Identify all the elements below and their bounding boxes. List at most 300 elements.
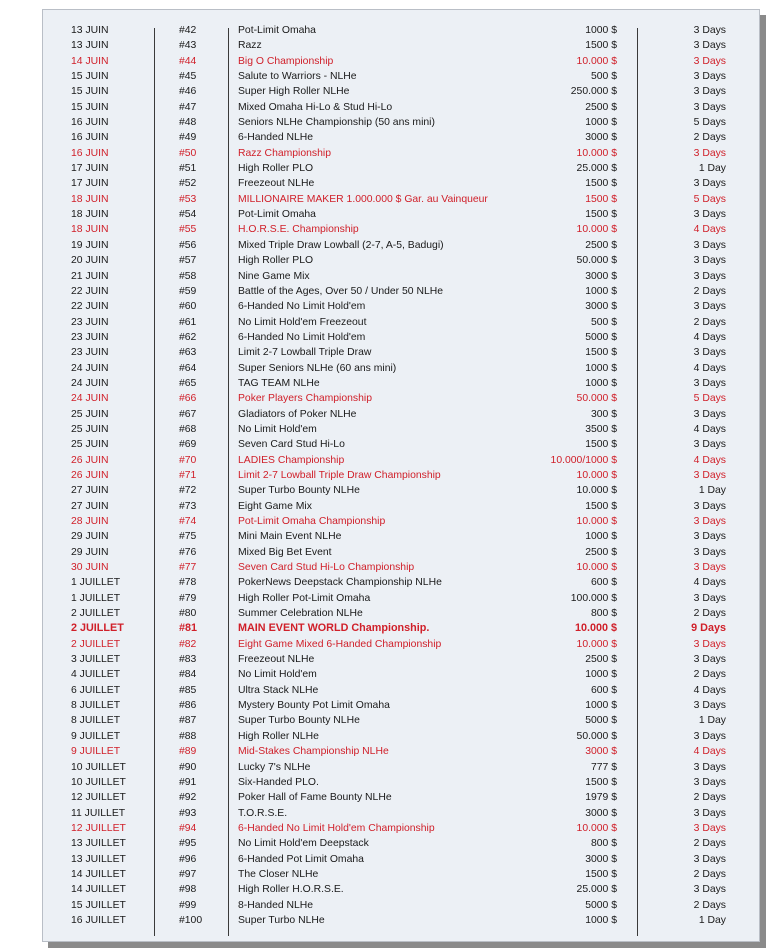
event-buyin: 10.000 $ — [576, 638, 617, 650]
table-row — [43, 882, 761, 897]
table-row — [43, 437, 761, 452]
event-date: 13 JUILLET — [71, 838, 126, 850]
event-number: #60 — [179, 301, 197, 313]
event-number: #70 — [179, 454, 197, 466]
event-date: 26 JUIN — [71, 469, 109, 481]
table-row — [43, 84, 761, 99]
event-number: #85 — [179, 684, 197, 696]
event-date: 29 JUIN — [71, 531, 109, 543]
event-date: 10 JUILLET — [71, 776, 126, 788]
event-buyin: 1500 $ — [585, 347, 617, 359]
event-number: #84 — [179, 669, 197, 681]
table-row — [43, 284, 761, 299]
event-date: 25 JUIN — [71, 408, 109, 420]
event-buyin: 10.000 $ — [576, 485, 617, 497]
event-buyin: 300 $ — [590, 408, 617, 420]
event-date: 14 JUILLET — [71, 868, 126, 880]
event-name: Mini Main Event NLHe — [238, 531, 342, 543]
event-name: Seven Card Stud Hi-Lo Championship — [238, 562, 415, 574]
event-date: 22 JUIN — [71, 285, 109, 297]
event-name: 6-Handed Pot Limit Omaha — [238, 853, 364, 865]
event-buyin: 500 $ — [590, 71, 617, 83]
event-name: Poker Players Championship — [238, 393, 372, 405]
event-buyin: 10.000 $ — [576, 147, 617, 159]
event-duration: 1 Day — [698, 485, 726, 497]
event-date: 16 JUIN — [71, 147, 109, 159]
event-date: 17 JUIN — [71, 163, 109, 175]
event-duration: 4 Days — [693, 224, 726, 236]
event-buyin: 3000 $ — [585, 746, 617, 758]
event-duration: 2 Days — [693, 868, 726, 880]
table-row — [43, 38, 761, 53]
event-buyin: 600 $ — [590, 684, 617, 696]
event-date: 20 JUIN — [71, 255, 109, 267]
event-buyin: 1000 $ — [585, 285, 617, 297]
event-number: #90 — [179, 761, 197, 773]
event-date: 16 JUIN — [71, 132, 109, 144]
event-name: Mystery Bounty Pot Limit Omaha — [238, 700, 390, 712]
event-duration: 3 Days — [693, 209, 726, 221]
event-date: 14 JUIN — [71, 55, 109, 67]
event-number: #71 — [179, 469, 197, 481]
event-buyin: 25.000 $ — [576, 884, 617, 896]
event-date: 8 JUILLET — [71, 715, 121, 727]
table-row — [43, 453, 761, 468]
event-buyin: 5000 $ — [585, 331, 617, 343]
event-name: Eight Game Mix — [238, 500, 312, 512]
event-buyin: 2500 $ — [585, 546, 617, 558]
event-name: Ultra Stack NLHe — [238, 684, 319, 696]
table-row — [43, 744, 761, 759]
event-date: 24 JUIN — [71, 377, 109, 389]
event-number: #44 — [179, 55, 197, 67]
event-duration: 2 Days — [693, 669, 726, 681]
event-duration: 3 Days — [693, 178, 726, 190]
event-buyin: 10.000 $ — [576, 224, 617, 236]
table-row — [43, 54, 761, 69]
event-duration: 4 Days — [693, 331, 726, 343]
event-buyin: 1000 $ — [585, 700, 617, 712]
event-number: #49 — [179, 132, 197, 144]
event-date: 24 JUIN — [71, 362, 109, 374]
event-buyin: 10.000 $ — [576, 469, 617, 481]
event-number: #55 — [179, 224, 197, 236]
event-number: #52 — [179, 178, 197, 190]
event-date: 8 JUILLET — [71, 700, 121, 712]
event-number: #79 — [179, 592, 197, 604]
table-row — [43, 253, 761, 268]
table-row — [43, 729, 761, 744]
event-date: 2 JUILLET — [71, 622, 124, 635]
event-number: #86 — [179, 700, 197, 712]
table-row — [43, 514, 761, 529]
event-number: #82 — [179, 638, 197, 650]
table-row — [43, 315, 761, 330]
event-buyin: 25.000 $ — [576, 163, 617, 175]
event-name: Lucky 7's NLHe — [238, 761, 311, 773]
event-date: 9 JUILLET — [71, 730, 121, 742]
event-date: 3 JUILLET — [71, 654, 121, 666]
event-buyin: 1500 $ — [585, 40, 617, 52]
event-buyin: 1000 $ — [585, 362, 617, 374]
event-name: Super High Roller NLHe — [238, 86, 350, 98]
event-date: 15 JUIN — [71, 86, 109, 98]
event-duration: 3 Days — [693, 500, 726, 512]
event-date: 14 JUILLET — [71, 884, 126, 896]
table-row — [43, 422, 761, 437]
event-name: High Roller PLO — [238, 255, 314, 267]
event-duration: 3 Days — [693, 546, 726, 558]
event-duration: 4 Days — [693, 684, 726, 696]
event-name: Mixed Triple Draw Lowball (2-7, A-5, Badugi) — [238, 239, 444, 251]
event-number: #72 — [179, 485, 197, 497]
event-duration: 5 Days — [693, 117, 726, 129]
event-number: #81 — [179, 622, 198, 635]
event-number: #53 — [179, 193, 197, 205]
table-row — [43, 606, 761, 621]
event-duration: 3 Days — [693, 301, 726, 313]
event-buyin: 1000 $ — [585, 531, 617, 543]
event-number: #99 — [179, 899, 197, 911]
event-date: 18 JUIN — [71, 193, 109, 205]
event-date: 2 JUILLET — [71, 638, 121, 650]
event-duration: 3 Days — [693, 853, 726, 865]
event-name: 6-Handed No Limit Hold'em — [238, 301, 366, 313]
event-duration: 3 Days — [693, 776, 726, 788]
event-number: #46 — [179, 86, 197, 98]
event-name: PokerNews Deepstack Championship NLHe — [238, 577, 442, 589]
table-row — [43, 115, 761, 130]
event-number: #80 — [179, 608, 197, 620]
event-name: Pot-Limit Omaha Championship — [238, 516, 386, 527]
table-row — [43, 468, 761, 483]
event-name: 6-Handed No Limit Hold'em Championship — [238, 822, 435, 834]
event-name: Salute to Warriors - NLHe — [238, 71, 357, 83]
event-buyin: 50.000 $ — [576, 255, 617, 267]
event-date: 12 JUILLET — [71, 822, 126, 834]
event-duration: 3 Days — [693, 531, 726, 543]
event-date: 16 JUIN — [71, 117, 109, 129]
event-duration: 3 Days — [693, 40, 726, 52]
event-number: #50 — [179, 147, 197, 159]
event-number: #66 — [179, 393, 197, 405]
event-name: Poker Hall of Fame Bounty NLHe — [238, 792, 392, 804]
event-duration: 3 Days — [693, 807, 726, 819]
event-name: Six-Handed PLO. — [238, 776, 319, 788]
event-number: #45 — [179, 71, 197, 83]
event-date: 23 JUIN — [71, 331, 109, 343]
event-name: High Roller PLO — [238, 163, 314, 175]
event-name: Limit 2-7 Lowball Triple Draw — [238, 347, 372, 359]
event-date: 25 JUIN — [71, 439, 109, 451]
event-buyin: 800 $ — [590, 838, 617, 850]
event-date: 6 JUILLET — [71, 684, 121, 696]
table-row — [43, 345, 761, 360]
event-date: 9 JUILLET — [71, 746, 121, 758]
event-buyin: 5000 $ — [585, 899, 617, 911]
event-number: #43 — [179, 40, 197, 52]
event-duration: 3 Days — [693, 761, 726, 773]
event-buyin: 3000 $ — [585, 301, 617, 313]
event-duration: 1 Day — [698, 914, 726, 926]
event-duration: 3 Days — [693, 592, 726, 604]
table-row — [43, 238, 761, 253]
event-number: #57 — [179, 255, 197, 267]
event-name: Mixed Omaha Hi-Lo & Stud Hi-Lo — [238, 101, 393, 113]
event-number: #83 — [179, 654, 197, 666]
event-number: #91 — [179, 776, 197, 788]
event-date: 25 JUIN — [71, 423, 109, 435]
event-number: #62 — [179, 331, 197, 343]
event-date: 29 JUIN — [71, 546, 109, 558]
event-number: #78 — [179, 577, 197, 589]
event-buyin: 3500 $ — [585, 423, 617, 435]
event-name: LADIES Championship — [238, 454, 345, 466]
event-buyin: 1500 $ — [585, 776, 617, 788]
event-name: No Limit Hold'em — [238, 423, 317, 435]
event-name: Battle of the Ages, Over 50 / Under 50 NLHe — [238, 285, 444, 297]
table-row — [43, 299, 761, 314]
event-date: 28 JUIN — [71, 516, 109, 527]
event-number: #42 — [179, 25, 197, 36]
event-number: #97 — [179, 868, 197, 880]
event-buyin: 1500 $ — [585, 193, 617, 205]
event-number: #96 — [179, 853, 197, 865]
event-date: 13 JUIN — [71, 25, 109, 36]
schedule-panel — [42, 9, 760, 942]
table-row — [43, 407, 761, 422]
event-date: 16 JUILLET — [71, 914, 126, 926]
event-number: #74 — [179, 516, 197, 527]
event-number: #95 — [179, 838, 197, 850]
table-row — [43, 637, 761, 652]
event-duration: 9 Days — [691, 622, 726, 635]
table-row — [43, 222, 761, 237]
event-name: Gladiators of Poker NLHe — [238, 408, 357, 420]
event-number: #58 — [179, 270, 197, 282]
event-number: #59 — [179, 285, 197, 297]
event-duration: 2 Days — [693, 285, 726, 297]
event-duration: 2 Days — [693, 838, 726, 850]
event-duration: 3 Days — [693, 101, 726, 113]
event-buyin: 10.000 $ — [576, 822, 617, 834]
event-name: Super Turbo NLHe — [238, 914, 325, 926]
event-date: 1 JUILLET — [71, 577, 121, 589]
table-row — [43, 667, 761, 682]
event-duration: 3 Days — [693, 347, 726, 359]
event-buyin: 3000 $ — [585, 807, 617, 819]
table-row — [43, 529, 761, 544]
event-name: 6-Handed NLHe — [238, 132, 314, 144]
event-buyin: 600 $ — [590, 577, 617, 589]
table-row — [43, 23, 761, 38]
event-name: Super Turbo Bounty NLHe — [238, 715, 360, 727]
event-date: 18 JUIN — [71, 224, 109, 236]
event-name: Razz — [238, 40, 262, 52]
event-buyin: 10.000 $ — [576, 516, 617, 527]
event-duration: 3 Days — [693, 377, 726, 389]
event-number: #94 — [179, 822, 197, 834]
table-row — [43, 683, 761, 698]
event-date: 2 JUILLET — [71, 608, 121, 620]
event-buyin: 1000 $ — [585, 914, 617, 926]
event-number: #77 — [179, 562, 197, 574]
event-name: Mid-Stakes Championship NLHe — [238, 746, 389, 758]
event-date: 27 JUIN — [71, 485, 109, 497]
event-buyin: 1000 $ — [585, 669, 617, 681]
event-buyin: 1500 $ — [585, 439, 617, 451]
event-buyin: 50.000 $ — [576, 730, 617, 742]
event-duration: 3 Days — [693, 147, 726, 159]
event-date: 21 JUIN — [71, 270, 109, 282]
event-name: 6-Handed No Limit Hold'em — [238, 331, 366, 343]
event-buyin: 1500 $ — [585, 868, 617, 880]
event-duration: 1 Day — [698, 163, 726, 175]
event-name: Freezeout NLHe — [238, 654, 315, 666]
event-date: 27 JUIN — [71, 500, 109, 512]
event-number: #56 — [179, 239, 197, 251]
event-date: 15 JUILLET — [71, 899, 126, 911]
event-buyin: 1500 $ — [585, 209, 617, 221]
event-duration: 3 Days — [693, 562, 726, 574]
event-duration: 3 Days — [693, 469, 726, 481]
event-duration: 3 Days — [693, 884, 726, 896]
table-row — [43, 713, 761, 728]
event-duration: 4 Days — [693, 454, 726, 466]
event-number: #61 — [179, 316, 197, 328]
event-duration: 3 Days — [693, 255, 726, 267]
event-duration: 3 Days — [693, 516, 726, 527]
event-duration: 3 Days — [693, 700, 726, 712]
event-name: Freezeout NLHe — [238, 178, 315, 190]
event-number: #92 — [179, 792, 197, 804]
event-buyin: 250.000 $ — [570, 86, 617, 98]
event-number: #67 — [179, 408, 197, 420]
event-date: 30 JUIN — [71, 562, 109, 574]
event-date: 23 JUIN — [71, 347, 109, 359]
table-row — [43, 698, 761, 713]
event-buyin: 1000 $ — [585, 377, 617, 389]
event-date: 4 JUILLET — [71, 669, 121, 681]
table-row — [43, 146, 761, 161]
event-duration: 3 Days — [693, 730, 726, 742]
event-duration: 2 Days — [693, 608, 726, 620]
event-number: #48 — [179, 117, 197, 129]
table-row — [43, 898, 761, 913]
table-row — [43, 790, 761, 805]
event-buyin: 3000 $ — [585, 132, 617, 144]
event-duration: 3 Days — [693, 55, 726, 67]
event-name: Super Turbo Bounty NLHe — [238, 485, 360, 497]
event-name: Limit 2-7 Lowball Triple Draw Championship — [238, 469, 441, 481]
table-row — [43, 560, 761, 575]
event-duration: 2 Days — [693, 899, 726, 911]
event-duration: 4 Days — [693, 423, 726, 435]
event-date: 17 JUIN — [71, 178, 109, 190]
table-row — [43, 821, 761, 836]
event-date: 24 JUIN — [71, 393, 109, 405]
event-duration: 5 Days — [693, 193, 726, 205]
event-name: MAIN EVENT WORLD Championship. — [238, 622, 430, 635]
event-duration: 3 Days — [693, 25, 726, 36]
table-row — [43, 499, 761, 514]
event-number: #75 — [179, 531, 197, 543]
event-number: #47 — [179, 101, 197, 113]
event-date: 1 JUILLET — [71, 592, 121, 604]
event-date: 11 JUILLET — [71, 807, 126, 819]
event-name: Mixed Big Bet Event — [238, 546, 332, 558]
event-buyin: 3000 $ — [585, 853, 617, 865]
event-buyin: 1000 $ — [585, 117, 617, 129]
table-row — [43, 852, 761, 867]
event-duration: 2 Days — [693, 316, 726, 328]
event-duration: 3 Days — [693, 654, 726, 666]
event-name: TAG TEAM NLHe — [238, 377, 320, 389]
event-name: High Roller NLHe — [238, 730, 319, 742]
event-number: #54 — [179, 209, 197, 221]
event-date: 23 JUIN — [71, 316, 109, 328]
event-duration: 4 Days — [693, 577, 726, 589]
event-name: Summer Celebration NLHe — [238, 608, 363, 620]
table-row — [43, 775, 761, 790]
table-row — [43, 176, 761, 191]
table-row — [43, 652, 761, 667]
event-number: #76 — [179, 546, 197, 558]
event-buyin: 10.000 $ — [576, 562, 617, 574]
event-duration: 4 Days — [693, 746, 726, 758]
event-number: #69 — [179, 439, 197, 451]
table-row — [43, 621, 761, 636]
event-name: 8-Handed NLHe — [238, 899, 314, 911]
table-row — [43, 591, 761, 606]
event-number: #68 — [179, 423, 197, 435]
table-row — [43, 269, 761, 284]
event-name: Eight Game Mixed 6-Handed Championship — [238, 638, 442, 650]
event-date: 15 JUIN — [71, 101, 109, 113]
event-name: T.O.R.S.E. — [238, 807, 288, 819]
event-name: The Closer NLHe — [238, 868, 319, 880]
event-buyin: 1979 $ — [585, 792, 617, 804]
event-number: #63 — [179, 347, 197, 359]
event-buyin: 3000 $ — [585, 270, 617, 282]
event-name: Pot-Limit Omaha — [238, 25, 316, 36]
event-duration: 3 Days — [693, 86, 726, 98]
event-duration: 5 Days — [693, 393, 726, 405]
table-row — [43, 913, 761, 928]
event-duration: 3 Days — [693, 71, 726, 83]
event-number: #100 — [179, 914, 203, 926]
table-row — [43, 161, 761, 176]
table-row — [43, 575, 761, 590]
table-row — [43, 376, 761, 391]
event-number: #51 — [179, 163, 197, 175]
event-name: Pot-Limit Omaha — [238, 209, 316, 221]
event-name: No Limit Hold'em Deepstack — [238, 838, 369, 850]
event-name: H.O.R.S.E. Championship — [238, 224, 359, 236]
table-row — [43, 69, 761, 84]
event-name: Seven Card Stud Hi-Lo — [238, 439, 345, 451]
table-row — [43, 806, 761, 821]
table-row — [43, 330, 761, 345]
event-buyin: 100.000 $ — [570, 592, 617, 604]
event-buyin: 50.000 $ — [576, 393, 617, 405]
event-duration: 2 Days — [693, 132, 726, 144]
event-buyin: 10.000/1000 $ — [550, 454, 617, 466]
event-duration: 3 Days — [693, 439, 726, 451]
table-row — [43, 867, 761, 882]
event-date: 12 JUILLET — [71, 792, 126, 804]
event-buyin: 1500 $ — [585, 500, 617, 512]
